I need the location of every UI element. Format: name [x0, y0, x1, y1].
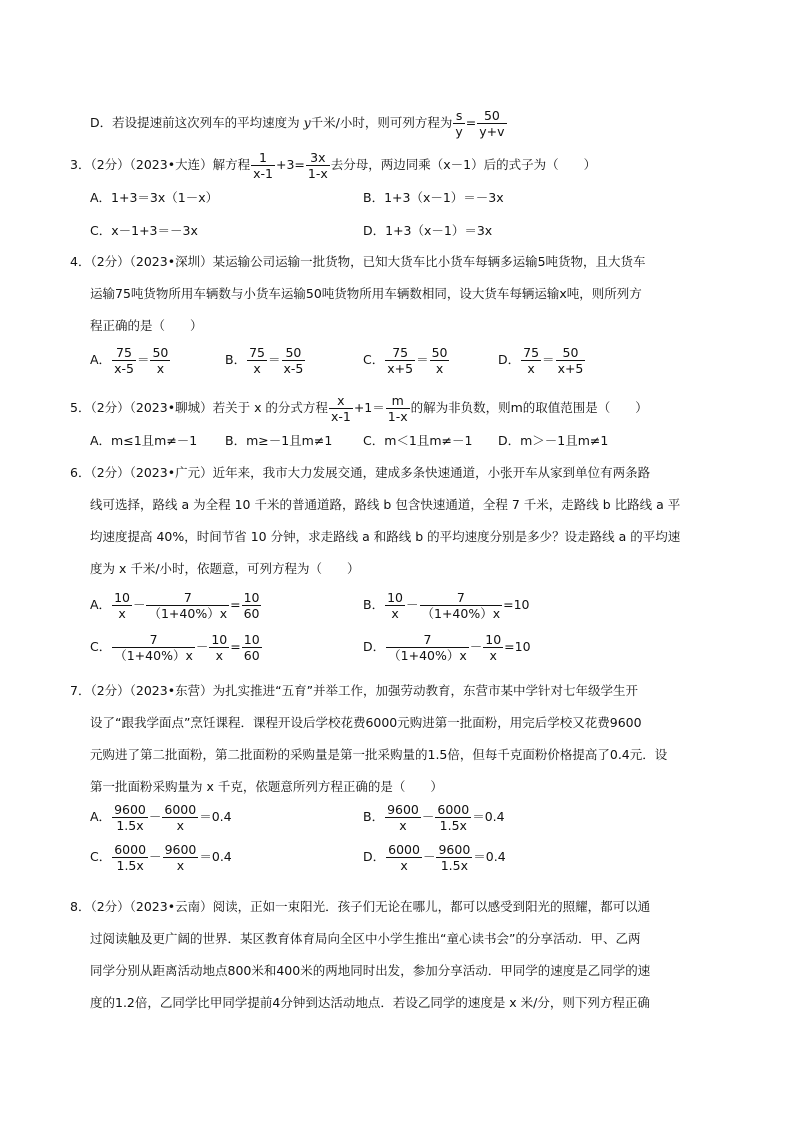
q3-option-c[interactable]: C．x－1+3＝－3x — [90, 223, 198, 238]
fraction: $\frac{50}{y+v}$ — [479, 108, 505, 139]
fraction: $\frac{10}{x}$ — [485, 632, 502, 663]
fraction: $\frac{9600}{1.5x}$ — [114, 802, 146, 833]
q4-option-b[interactable]: B． $\frac{75}{x}$ ＝ $\frac{50}{x-5}$ — [225, 345, 304, 376]
q7-option-b[interactable]: B． $\frac{9600}{x}$ － $\frac{6000}{1.5x}$ ＝0.4 — [363, 802, 505, 833]
var-y: y — [303, 115, 311, 130]
fraction: $\frac{6000}{1.5x}$ — [114, 842, 147, 873]
question-4-line-1: 4．（2分）（2023•深圳）某运输公司运输一批货物，已知大货车比小货车每辆多运输5吨货物，且大货车 — [70, 254, 646, 269]
fraction: $\frac{6000}{x}$ — [388, 842, 420, 873]
fraction: $\frac{6000}{x}$ — [164, 802, 197, 833]
fraction: $\frac{7}{(1+40\%)x}$ — [388, 632, 467, 663]
q7-option-d[interactable]: D． $\frac{6000}{x}$ － $\frac{9600}{1.5x}$ ＝0.4 — [363, 842, 506, 873]
q5-option-d[interactable]: D．m＞－1且m≠1 — [498, 433, 609, 448]
fraction: $\frac{9600}{x}$ — [164, 842, 197, 873]
option-text: 千米/小时，则可列方程为 — [310, 115, 453, 130]
fraction: $\frac{10}{x}$ — [114, 590, 130, 621]
q4-option-c[interactable]: C． $\frac{75}{x+5}$ ＝ $\frac{50}{x}$ — [363, 345, 448, 376]
q4-option-d[interactable]: D． $\frac{75}{x}$ ＝ $\frac{50}{x+5}$ — [498, 345, 584, 376]
fraction: $\frac{10}{60}$ — [243, 590, 260, 621]
q6-option-d[interactable]: D． $\frac{7}{(1+40\%)x}$ － $\frac{10}{x}$ =10 — [363, 632, 531, 663]
question-8-line-1: 8．（2分）（2023•云南）阅读，正如一束阳光．孩子们无论在哪儿，都可以感受到阳光的照耀，都可以通 — [70, 899, 651, 914]
fraction: $\frac{50}{x}$ — [152, 345, 169, 376]
option-text: D．若设提速前这次列车的平均速度为 — [90, 115, 304, 130]
fraction: $\frac{75}{x-5}$ — [114, 345, 134, 376]
question-3-stem: 3．（2分）（2023•大连）解方程 $\frac{1}{x-1}$ +3= $\frac{3x}{1-x}$ 去分母，两边同乘（x－1）后的式子为（ ） — [70, 150, 597, 181]
question-6-line-2: 线可选择，路线 a 为全程 10 千米的普通道路，路线 b 包含快速通道，全程 7 千米，走路线 b 比路线 a 平 — [90, 497, 681, 512]
fraction: $\frac{50}{x+5}$ — [557, 345, 584, 376]
q5-option-a[interactable]: A．m≤1且m≠－1 — [90, 433, 198, 448]
q3-option-d[interactable]: D．1+3（x－1）＝3x — [363, 223, 493, 238]
question-6-line-3: 均速度提高 40%，时间节省 10 分钟，求走路线 a 和路线 b 的平均速度分别是多少？设走路线 a 的平均速 — [90, 529, 681, 544]
q7-option-c[interactable]: C． $\frac{6000}{1.5x}$ － $\frac{9600}{x}$ ＝0.4 — [90, 842, 232, 873]
fraction: $\frac{6000}{1.5x}$ — [437, 802, 470, 833]
fraction: $\frac{10}{60}$ — [243, 632, 260, 663]
fraction: $\frac{75}{x+5}$ — [387, 345, 414, 376]
fraction: $\frac{75}{x}$ — [249, 345, 265, 376]
question-text: 去分母，两边同乘（x－1）后的式子为（ ） — [330, 157, 597, 172]
q3-option-a[interactable]: A．1+3＝3x（1－x） — [90, 190, 219, 205]
fraction: $\frac{9600}{x}$ — [387, 802, 419, 833]
fraction: $\frac{s}{y}$ — [455, 108, 463, 139]
fraction: $\frac{50}{x}$ — [431, 345, 448, 376]
question-8-line-3: 同学分别从距离活动地点800米和400米的两地同时出发，参加分享活动．甲同学的速度是乙同学的速 — [90, 963, 651, 978]
fraction: $\frac{7}{(1+40\%)x}$ — [148, 590, 228, 621]
q3-option-b[interactable]: B．1+3（x－1）＝－3x — [363, 190, 504, 205]
q5-option-c[interactable]: C．m＜1且m≠－1 — [363, 433, 473, 448]
fraction: $\frac{x}{x-1}$ — [330, 393, 351, 424]
question-8-line-2: 过阅读触及更广阔的世界．某区教育体育局向全区中小学生推出“童心读书会”的分享活动．甲、乙两 — [90, 931, 641, 946]
question-6-line-4: 度为 x 千米/小时，依题意，可列方程为（ ） — [90, 561, 360, 576]
question-7-line-1: 7．（2分）（2023•东营）为扎实推进“五育”并举工作，加强劳动教育，东营市某中学针对七年级学生开 — [70, 683, 639, 698]
q5-option-b[interactable]: B．m≥－1且m≠1 — [225, 433, 333, 448]
fraction: $\frac{10}{x}$ — [387, 590, 403, 621]
question-8-line-4: 度的1.2倍，乙同学比甲同学提前4分钟到达活动地点．若设乙同学的速度是 x 米/分，则下列方程正确 — [90, 995, 650, 1010]
question-text: 3．（2分）（2023•大连）解方程 — [70, 157, 251, 172]
fraction: $\frac{10}{x}$ — [211, 632, 228, 663]
prev-question-option-d: D．若设提速前这次列车的平均速度为 y千米/小时，则可列方程为 $\frac{s}{y}$ = $\frac{50}{y+v}$ — [90, 108, 505, 139]
fraction: $\frac{9600}{1.5x}$ — [438, 842, 471, 873]
fraction: $\frac{1}{x-1}$ — [253, 150, 273, 181]
question-5-stem: 5．（2分）（2023•聊城）若关于 x 的分式方程 $\frac{x}{x-1}$ +1＝ $\frac{m}{1-x}$ 的解为非负数，则m的取值范围是（ ） — [70, 393, 648, 424]
fraction: $\frac{m}{1-x}$ — [387, 393, 408, 424]
fraction: $\frac{3x}{1-x}$ — [307, 150, 328, 181]
question-4-line-2: 运输75吨货物所用车辆数与小货车运输50吨货物所用车辆数相同，设大货车每辆运输x吨，则所列方 — [90, 286, 642, 301]
fraction: $\frac{75}{x}$ — [523, 345, 540, 376]
q6-option-c[interactable]: C． $\frac{7}{(1+40\%)x}$ － $\frac{10}{x}$ = $\frac{10}{60}$ — [90, 632, 260, 663]
q6-option-b[interactable]: B． $\frac{10}{x}$ － $\frac{7}{(1+40\%)x}$ =10 — [363, 590, 530, 621]
question-7-line-4: 第一批面粉采购量为 x 千克，依题意所列方程正确的是（ ） — [90, 779, 443, 794]
q6-option-a[interactable]: A． $\frac{10}{x}$ － $\frac{7}{(1+40\%)x}$ = $\frac{10}{60}$ — [90, 590, 260, 621]
fraction: $\frac{50}{x-5}$ — [283, 345, 304, 376]
question-6-line-1: 6．（2分）（2023•广元）近年来，我市大力发展交通，建成多条快速通道，小张开车从家到单位有两条路 — [70, 465, 651, 480]
q7-option-a[interactable]: A． $\frac{9600}{1.5x}$ － $\frac{6000}{x}$ ＝0.4 — [90, 802, 232, 833]
q4-option-a[interactable]: A． $\frac{75}{x-5}$ ＝ $\frac{50}{x}$ — [90, 345, 169, 376]
fraction: $\frac{7}{(1+40\%)x}$ — [114, 632, 193, 663]
fraction: $\frac{7}{(1+40\%)x}$ — [421, 590, 501, 621]
question-4-line-3: 程正确的是（ ） — [90, 318, 203, 333]
question-7-line-3: 元购进了第二批面粉，第二批面粉的采购量是第一批采购量的1.5倍，但每千克面粉价格提高了0.4元．设 — [90, 747, 668, 762]
question-7-line-2: 设了“跟我学面点”烹饪课程．课程开设后学校花费6000元购进第一批面粉，用完后学校又花费9600 — [90, 715, 642, 730]
